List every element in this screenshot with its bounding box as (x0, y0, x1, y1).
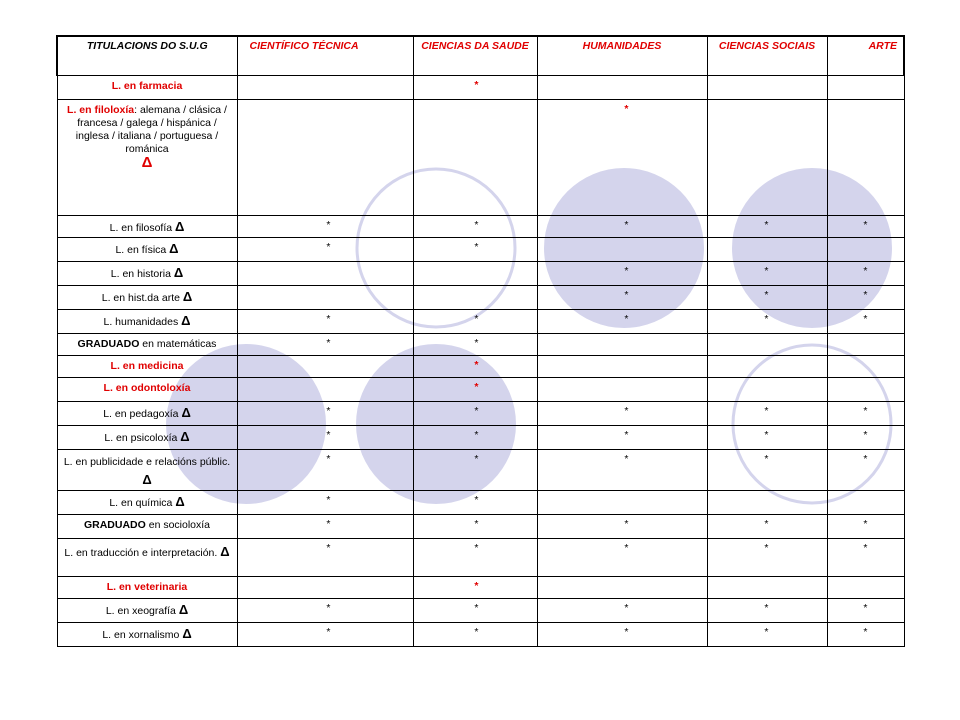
degree-name-cell (57, 450, 237, 491)
degree-name-cell (57, 356, 237, 378)
table-row (57, 216, 904, 238)
asterisk-mark: * (863, 626, 868, 638)
degree-name-cell (57, 426, 237, 450)
mark-cell (537, 378, 707, 402)
degree-name: L. en hist.da arte (101, 292, 180, 304)
mark-cell (827, 262, 904, 286)
degree-name: L. en historia (110, 268, 171, 280)
mark-cell (827, 402, 904, 426)
mark-cell (537, 100, 707, 216)
mark-cell (537, 334, 707, 356)
table-row (57, 286, 904, 310)
mark-cell (537, 402, 707, 426)
mark-cell (707, 356, 827, 378)
degree-name-cell (57, 623, 237, 647)
degree-name: L. en xornalismo (102, 629, 180, 641)
asterisk-mark: * (326, 405, 331, 417)
degree-name: L. en filoloxía (67, 104, 135, 116)
mark-cell (537, 450, 707, 491)
asterisk-mark: * (624, 103, 629, 115)
mark-cell (413, 539, 537, 577)
asterisk-mark: * (474, 219, 479, 231)
mark-cell (413, 577, 537, 599)
delta-symbol: Δ (141, 154, 153, 171)
mark-cell (413, 515, 537, 539)
asterisk-mark: * (624, 313, 629, 325)
asterisk-mark: * (474, 626, 479, 638)
asterisk-mark: * (474, 542, 479, 554)
delta-symbol: Δ (173, 265, 184, 280)
header-ciencias-saude: CIENCIAS DA SAUDE (413, 36, 537, 76)
degree-name: L. en pedagoxía (103, 408, 179, 420)
table-row (57, 238, 904, 262)
asterisk-mark: * (764, 405, 769, 417)
table-row (57, 378, 904, 402)
mark-cell (413, 623, 537, 647)
mark-cell (537, 599, 707, 623)
degree-name-cell (57, 310, 237, 334)
asterisk-mark: * (863, 289, 868, 301)
asterisk-mark: * (764, 289, 769, 301)
degree-name: L. humanidades (103, 316, 179, 328)
mark-cell (707, 216, 827, 238)
asterisk-mark: * (474, 359, 479, 371)
degree-name-suffix: en socioloxía (145, 519, 211, 531)
table-row (57, 623, 904, 647)
mark-cell (413, 76, 537, 100)
table-row (57, 100, 904, 216)
delta-symbol: Δ (182, 626, 192, 641)
degree-name-cell (57, 262, 237, 286)
asterisk-mark: * (863, 602, 868, 614)
asterisk-mark: * (326, 337, 331, 349)
mark-cell (413, 402, 537, 426)
mark-cell (707, 426, 827, 450)
delta-symbol: Δ (142, 472, 152, 487)
asterisk-mark: * (474, 337, 479, 349)
mark-cell (707, 378, 827, 402)
asterisk-mark: * (624, 542, 629, 554)
delta-symbol: Δ (175, 494, 185, 509)
asterisk-mark: * (764, 453, 769, 465)
mark-cell (827, 216, 904, 238)
mark-cell (413, 356, 537, 378)
mark-cell (827, 76, 904, 100)
mark-cell (537, 539, 707, 577)
delta-symbol: Δ (181, 313, 191, 328)
mark-cell (413, 262, 537, 286)
mark-cell (237, 378, 413, 402)
degree-name-cell (57, 286, 237, 310)
mark-cell (237, 238, 413, 262)
mark-cell (827, 577, 904, 599)
degree-name: L. en filosofía (109, 222, 173, 234)
asterisk-mark: * (624, 429, 629, 441)
mark-cell (413, 426, 537, 450)
delta-symbol: Δ (178, 602, 189, 617)
header-ciencias-sociais: CIENCIAS SOCIAIS (707, 36, 827, 76)
asterisk-mark: * (326, 518, 331, 530)
table-row (57, 450, 904, 491)
mark-cell (413, 450, 537, 491)
table-row (57, 599, 904, 623)
header-cientifico-tecnica: CIENTÍFICO TÉCNICA (237, 36, 413, 76)
mark-cell (237, 491, 413, 515)
degree-name-cell (57, 539, 237, 577)
asterisk-mark: * (624, 265, 629, 277)
asterisk-mark: * (474, 580, 479, 592)
delta-symbol: Δ (175, 219, 185, 234)
mark-cell (413, 286, 537, 310)
mark-cell (707, 310, 827, 334)
table-row (57, 577, 904, 599)
mark-cell (707, 76, 827, 100)
mark-cell (827, 491, 904, 515)
table-row (57, 310, 904, 334)
mark-cell (707, 515, 827, 539)
asterisk-mark: * (863, 453, 868, 465)
degree-name: L. en farmacia (111, 80, 183, 92)
asterisk-mark: * (624, 602, 629, 614)
degree-subtitle: : alemana / clásica / francesa / galega / hispánica / inglesa / italiana / portuguesa / románica (75, 104, 227, 155)
degree-name: L. en física (115, 244, 167, 256)
degree-name: GRADUADO (83, 519, 146, 531)
mark-cell (537, 76, 707, 100)
table-row (57, 426, 904, 450)
asterisk-mark: * (474, 494, 479, 506)
asterisk-mark: * (474, 602, 479, 614)
asterisk-mark: * (764, 626, 769, 638)
mark-cell (707, 491, 827, 515)
asterisk-mark: * (863, 313, 868, 325)
mark-cell (537, 577, 707, 599)
degree-name-cell (57, 491, 237, 515)
mark-cell (413, 310, 537, 334)
degree-name-cell (57, 378, 237, 402)
asterisk-mark: * (474, 405, 479, 417)
degree-name: L. en publicidade e relacións públic. (63, 456, 231, 468)
delta-symbol: Δ (220, 544, 230, 559)
mark-cell (537, 310, 707, 334)
mark-cell (237, 310, 413, 334)
asterisk-mark: * (326, 219, 331, 231)
table-row (57, 356, 904, 378)
mark-cell (237, 450, 413, 491)
mark-cell (707, 100, 827, 216)
table-row (57, 262, 904, 286)
asterisk-mark: * (326, 602, 331, 614)
header-titulacions: TITULACIONS DO S.U.G (57, 36, 237, 76)
asterisk-mark: * (863, 518, 868, 530)
mark-cell (707, 238, 827, 262)
delta-symbol: Δ (169, 241, 179, 256)
asterisk-mark: * (764, 313, 769, 325)
mark-cell (707, 599, 827, 623)
asterisk-mark: * (624, 289, 629, 301)
asterisk-mark: * (764, 542, 769, 554)
mark-cell (827, 378, 904, 402)
asterisk-mark: * (863, 265, 868, 277)
degree-name: GRADUADO (77, 338, 140, 350)
degree-name: L. en odontoloxía (103, 382, 191, 394)
mark-cell (237, 76, 413, 100)
degree-name: L. en traducción e interpretación. (64, 547, 218, 559)
asterisk-mark: * (863, 405, 868, 417)
asterisk-mark: * (764, 429, 769, 441)
mark-cell (827, 100, 904, 216)
degree-name: L. en veterinaria (106, 581, 188, 593)
mark-cell (413, 491, 537, 515)
asterisk-mark: * (624, 405, 629, 417)
degree-name-cell (57, 238, 237, 262)
mark-cell (827, 450, 904, 491)
mark-cell (827, 515, 904, 539)
degree-name-cell (57, 334, 237, 356)
mark-cell (707, 577, 827, 599)
mark-cell (237, 623, 413, 647)
mark-cell (707, 286, 827, 310)
delta-symbol: Δ (181, 405, 191, 420)
asterisk-mark: * (764, 219, 769, 231)
mark-cell (827, 238, 904, 262)
mark-cell (827, 599, 904, 623)
header-arte: ARTE (827, 36, 904, 76)
degree-name-cell (57, 402, 237, 426)
asterisk-mark: * (764, 518, 769, 530)
mark-cell (413, 100, 537, 216)
asterisk-mark: * (863, 542, 868, 554)
asterisk-mark: * (624, 518, 629, 530)
table-row (57, 402, 904, 426)
mark-cell (237, 515, 413, 539)
asterisk-mark: * (474, 313, 479, 325)
degree-name-cell (57, 515, 237, 539)
table-header-row (57, 36, 904, 76)
table-row (57, 334, 904, 356)
table-row (57, 491, 904, 515)
mark-cell (237, 356, 413, 378)
mark-cell (237, 426, 413, 450)
mark-cell (707, 262, 827, 286)
asterisk-mark: * (474, 518, 479, 530)
asterisk-mark: * (474, 241, 479, 253)
mark-cell (537, 623, 707, 647)
mark-cell (827, 623, 904, 647)
mark-cell (537, 356, 707, 378)
mark-cell (707, 623, 827, 647)
mark-cell (707, 402, 827, 426)
mark-cell (537, 262, 707, 286)
mark-cell (537, 426, 707, 450)
asterisk-mark: * (624, 626, 629, 638)
degree-name: L. en medicina (110, 360, 184, 372)
asterisk-mark: * (863, 219, 868, 231)
degree-name: L. en química (109, 497, 173, 509)
degree-name-cell (57, 76, 237, 100)
asterisk-mark: * (474, 453, 479, 465)
delta-symbol: Δ (180, 429, 190, 444)
asterisk-mark: * (764, 265, 769, 277)
asterisk-mark: * (624, 453, 629, 465)
mark-cell (827, 539, 904, 577)
degree-name-cell (57, 577, 237, 599)
mark-cell (237, 599, 413, 623)
asterisk-mark: * (624, 219, 629, 231)
mark-cell (237, 262, 413, 286)
asterisk-mark: * (474, 429, 479, 441)
mark-cell (537, 515, 707, 539)
mark-cell (707, 450, 827, 491)
degree-name: L. en xeografía (105, 605, 176, 617)
table-row (57, 515, 904, 539)
delta-symbol: Δ (182, 289, 193, 304)
asterisk-mark: * (764, 602, 769, 614)
asterisk-mark: * (326, 313, 331, 325)
mark-cell (237, 100, 413, 216)
degree-name-cell (57, 216, 237, 238)
mark-cell (827, 426, 904, 450)
mark-cell (537, 238, 707, 262)
mark-cell (413, 238, 537, 262)
mark-cell (707, 539, 827, 577)
header-humanidades: HUMANIDADES (537, 36, 707, 76)
asterisk-mark: * (326, 429, 331, 441)
degree-name-cell (57, 100, 237, 216)
titulacions-table (56, 35, 905, 647)
mark-cell (413, 599, 537, 623)
mark-cell (537, 491, 707, 515)
mark-cell (707, 334, 827, 356)
mark-cell (237, 577, 413, 599)
degree-name-cell (57, 599, 237, 623)
asterisk-mark: * (326, 542, 331, 554)
mark-cell (237, 286, 413, 310)
mark-cell (237, 216, 413, 238)
mark-cell (827, 334, 904, 356)
mark-cell (413, 334, 537, 356)
asterisk-mark: * (863, 429, 868, 441)
asterisk-mark: * (326, 241, 331, 253)
mark-cell (237, 402, 413, 426)
mark-cell (237, 539, 413, 577)
table-row (57, 76, 904, 100)
table-row (57, 539, 904, 577)
mark-cell (827, 310, 904, 334)
asterisk-mark: * (326, 626, 331, 638)
mark-cell (237, 334, 413, 356)
mark-cell (827, 356, 904, 378)
asterisk-mark: * (474, 381, 479, 393)
mark-cell (413, 216, 537, 238)
mark-cell (413, 378, 537, 402)
asterisk-mark: * (326, 494, 331, 506)
degree-name: L. en psicoloxía (104, 432, 178, 444)
mark-cell (537, 216, 707, 238)
asterisk-mark: * (326, 453, 331, 465)
asterisk-mark: * (474, 79, 479, 91)
mark-cell (537, 286, 707, 310)
mark-cell (827, 286, 904, 310)
degree-name-suffix: en matemáticas (139, 338, 217, 350)
